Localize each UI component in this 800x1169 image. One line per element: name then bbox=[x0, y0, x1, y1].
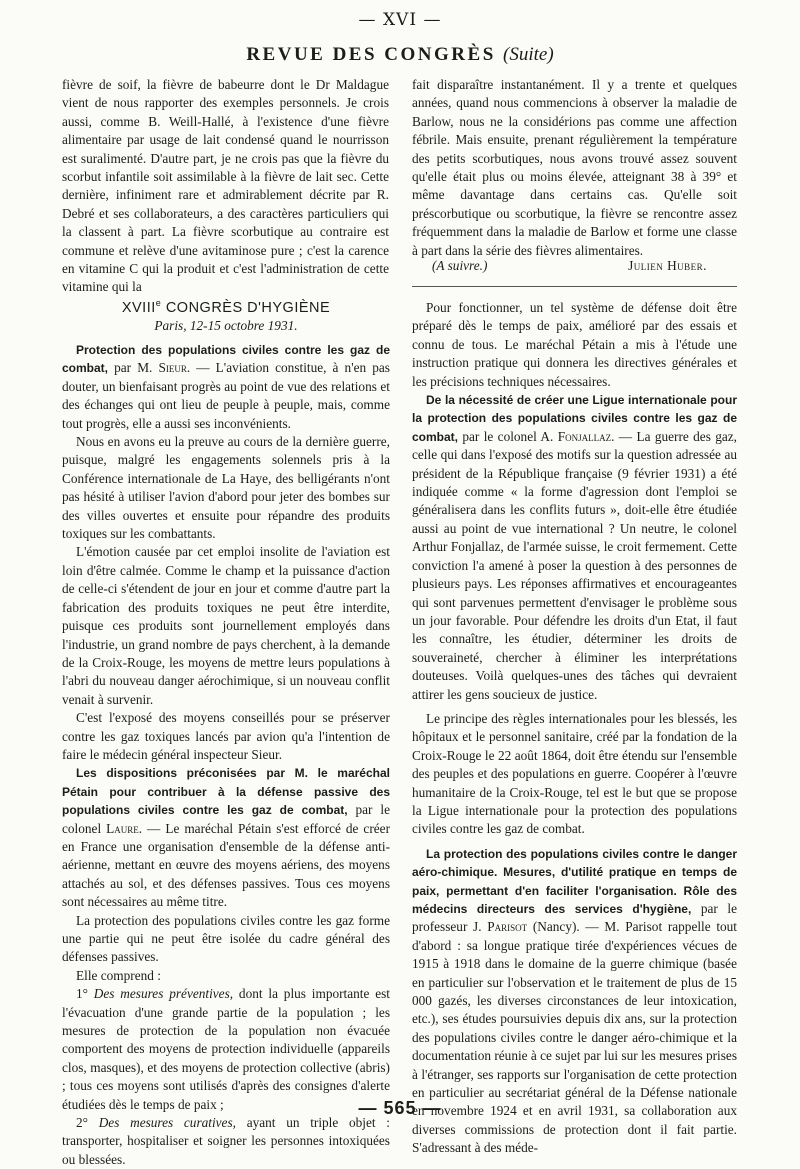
paragraph: La protection des populations civiles contre les gaz forme une partie qui ne peut être isolée du cadre général des défenses passives. bbox=[62, 912, 390, 965]
paragraph: fièvre de soif, la fièvre de babeurre dont le Dr Maldague vient de nous rapporter des exemples personnels. Je crois aussi, comme B. Weill-Hallé, à l'existence d'une fièvre alimentaire par usage de lait condensé quand le nourrisson est suralimenté. D'autre part, je ne crois pas que la fièvre du scorbut infantile soit assimilable à la fièvre de lait sec. Cette dernière, infiniment rare et admirablement décrite par R. Debré et ses collaborateurs, a des caractères particuliers qui la classent à part. La fièvre scorbutique au contraire est commune et relève d'une avitaminose pure ; c'est la carence en vitamine C qui la produit et c'est l'administration de cette vitamine qui la bbox=[62, 77, 389, 295]
author-name: Fonjallaz. bbox=[557, 428, 615, 444]
congress-subtitle: Paris, 12-15 octobre 1931. bbox=[154, 318, 298, 333]
previous-article-right bbox=[412, 76, 737, 260]
paper-title: Protection des populations civiles contre les gaz de combat, bbox=[62, 343, 390, 376]
left-column bbox=[62, 341, 390, 1169]
paragraph-text: — Le maréchal Pétain s'est efforcé de créer en France une organisation d'ensemble de la défense anti-aérienne, mettant en œuvre des moyens aériens, des moyens attachés au sol, et des défenses passives. Tous ces moyens sont nécessaires au même titre. bbox=[62, 820, 390, 910]
paragraph bbox=[62, 985, 390, 1114]
paragraph bbox=[62, 341, 390, 433]
paragraph-text: (Nancy). — M. Parisot rappelle tout d'abord : sa longue pratique tirée d'expériences vécues de 1915 à 1918 dans le domaine de la guerre chimique (basée en particulier sur l'observation et le traitement de plus de 15 000 gazés, les diverses circonstances de leur intoxication, etc.), ses études poursuivies depuis dix ans, sur la protection des populations civiles contre le danger aéro-chimique et la documentation réunie à ce sujet par lui sur les mesures prises à l'étranger, ses rapports sur l'organisation de cette protection en particulier au secrétariat général de la Défense nationale en novembre 1924 et en avril 1931, sa collaboration aux diverses commissions de protection dont il fait partie. S'adressant à des méde- bbox=[412, 919, 738, 1156]
paragraph: fait disparaître instantanément. Il y a trente et quelques années, quand nous commencions à observer la maladie de Barlow, nous ne la considérions pas comme une affection fébrile. Mais ensuite, prenant régulièrement la température des petits scorbutiques, nous avons trouvé assez souvent qu'elle était plus ou moins élevée, atteignant 38 à 39° et même davantage dans certains cas. Qu'elle soit préscorbutique ou scorbutique, la fièvre se rencontre assez fréquemment dans la maladie de Barlow et forme une classe à part dans la série des fièvres alimentaires. bbox=[412, 77, 737, 258]
congress-heading bbox=[62, 298, 390, 316]
paragraph: Pour fonctionner, un tel système de défense doit être préparé dès le temps de paix, amélioré par des essais et connu de tous. Le maréchal Pétain a mis à l'étude une instruction pratique qui donnera les directives générales et les précisions techniques nécessaires. bbox=[412, 300, 737, 389]
author-name: Sieur. bbox=[158, 360, 191, 376]
right-column bbox=[412, 299, 737, 1158]
journal-title-suite: (Suite) bbox=[503, 44, 554, 65]
paragraph-text: ayant un triple objet : transporter, hospitaliser et soigner les personnes intoxiquées ou blessées. bbox=[62, 1115, 390, 1167]
paragraph: L'émotion causée par cet emploi insolite de l'aviation est loin d'être calmée. Comme le champ et la puissance d'action de celle-ci s'étendent de jour en jour et comme d'autre part la fabrication des produits toxiques ne peut être interdite, puisque ces produits sont journellement employés dans l'industrie, un grand nombre de pays cherchent, à la demande de la Croix-Rouge, les moyens de mettre leurs populations à l'abri du nouveau danger aérochimique, si un nouveau conflit venait à survenir. bbox=[62, 544, 390, 707]
list-number: 1° bbox=[76, 986, 94, 1002]
article-author: Julien Huber. bbox=[628, 258, 707, 273]
paragraph-text: — La guerre des gaz, celle qui dans l'exposé des motifs sur la question adressée au président de la République française (9 février 1931) a été indiquée comme « la forme d'agression dont l'emploi se généralisera dans les conflits futurs », doit-elle être étudiée aussi au point de vue international ? Un neutre, le colonel Arthur Fonjallaz, de l'armée suisse, le croit fermement. Cette conviction l'a amené à poser la question à des personnes de plusieurs pays. Les réponses affirmatives et encourageantes qui sont parvenues permettent d'envisager le problème sous un jour favorable. Pour défendre les droits d'un Etat, il faut les connaître, les étudier, déterminer les droits de souveraineté, chercher à éliminer les interprétations douteuses. Voilà quelques-unes des tâches qui devraient attirer les gens soucieux de justice. bbox=[412, 428, 738, 702]
list-term: Des mesures curatives, bbox=[98, 1115, 236, 1131]
byline: par M. bbox=[108, 360, 159, 376]
article-signature bbox=[432, 258, 707, 274]
paragraph: Le principe des règles internationales pour les blessés, les hôpitaux et le personnel sanitaire, créé par la fondation de la Croix-Rouge le 22 août 1864, doit être étendu sur l'ensemble des peuples et des populations en guerre. Coopérer à l'œuvre humanitaire de la Croix-Rouge, tel est le but que se propose la Ligue internationale pour la protection des populations civiles contre les gaz de combat. bbox=[412, 710, 737, 837]
continued-note: (A suivre.) bbox=[432, 258, 488, 273]
byline: par le colonel A. bbox=[458, 428, 558, 444]
byline: par le colonel bbox=[62, 802, 390, 836]
paragraph bbox=[412, 391, 737, 704]
paragraph-text: dont la plus importante est l'évacuation d'une grande partie de la population ; les mesures de protection de la population non évacuée comportent des moyens de protection individuelle (appareils clos, masques), et des moyens de protection collective (abris) ; tous ces moyens sont utilisés d'après des consignes d'alerte étudiées dès le temps de paix ; bbox=[62, 986, 390, 1112]
congress-roman: XVIII bbox=[121, 299, 156, 316]
paragraph bbox=[62, 1114, 390, 1169]
paper-title: Les dispositions préconisées par M. le maréchal Pétain pour contribuer à la défense passive des populations civiles contre les gaz de combat, bbox=[62, 766, 390, 818]
author-name: Parisot bbox=[487, 919, 528, 935]
list-number: 2° bbox=[76, 1115, 99, 1131]
paragraph: Elle comprend : bbox=[76, 967, 161, 983]
roman-page-number: — XVI — bbox=[358, 10, 442, 30]
section-divider bbox=[412, 286, 737, 287]
list-term: Des mesures préventives, bbox=[93, 986, 234, 1002]
page-number: — 565 — bbox=[358, 1098, 442, 1118]
paper-title: La protection des populations civiles contre le danger aéro-chimique. Mesures, d'utilité pratique en temps de paix, permettant d'en faciliter l'organisation. Rôle des médecins directeurs des services d'hygiène, bbox=[412, 846, 737, 916]
paragraph bbox=[62, 764, 390, 911]
congress-sup: e bbox=[155, 298, 162, 308]
congress-title: CONGRÈS D'HYGIÈNE bbox=[165, 299, 331, 316]
paper-title: De la nécessité de créer une Ligue internationale pour la protection des populations civiles contre les gaz de combat, bbox=[412, 393, 737, 444]
author-name: Laure. bbox=[106, 820, 143, 836]
journal-title-main: REVUE DES CONGRÈS bbox=[246, 44, 496, 65]
journal-title bbox=[0, 44, 800, 66]
previous-article-left bbox=[62, 76, 389, 297]
paragraph: C'est l'exposé des moyens conseillés pour se préserver contre les gaz toxiques lancés par avion qu'a l'intention de faire le médecin général inspecteur Sieur. bbox=[62, 710, 390, 762]
paragraph-text: — L'aviation constitue, à n'en pas douter, un bienfaisant progrès au point de vue des relations et des échanges qui ont lieu de peuple à peuple, mais, comme tout progrès, elle a aussi ses inconvénients. bbox=[62, 360, 390, 431]
paragraph: Nous en avons eu la preuve au cours de la dernière guerre, puisque, malgré les engagements solennels pris à la Conférence internationale de La Haye, des belligérants n'ont pas hésité à utiliser l'avion d'abord pour jeter des bombes sur des villes ouvertes et ensuite pour répandre des produits toxiques sur les combattants. bbox=[62, 434, 390, 542]
byline: par le professeur J. bbox=[412, 901, 737, 935]
